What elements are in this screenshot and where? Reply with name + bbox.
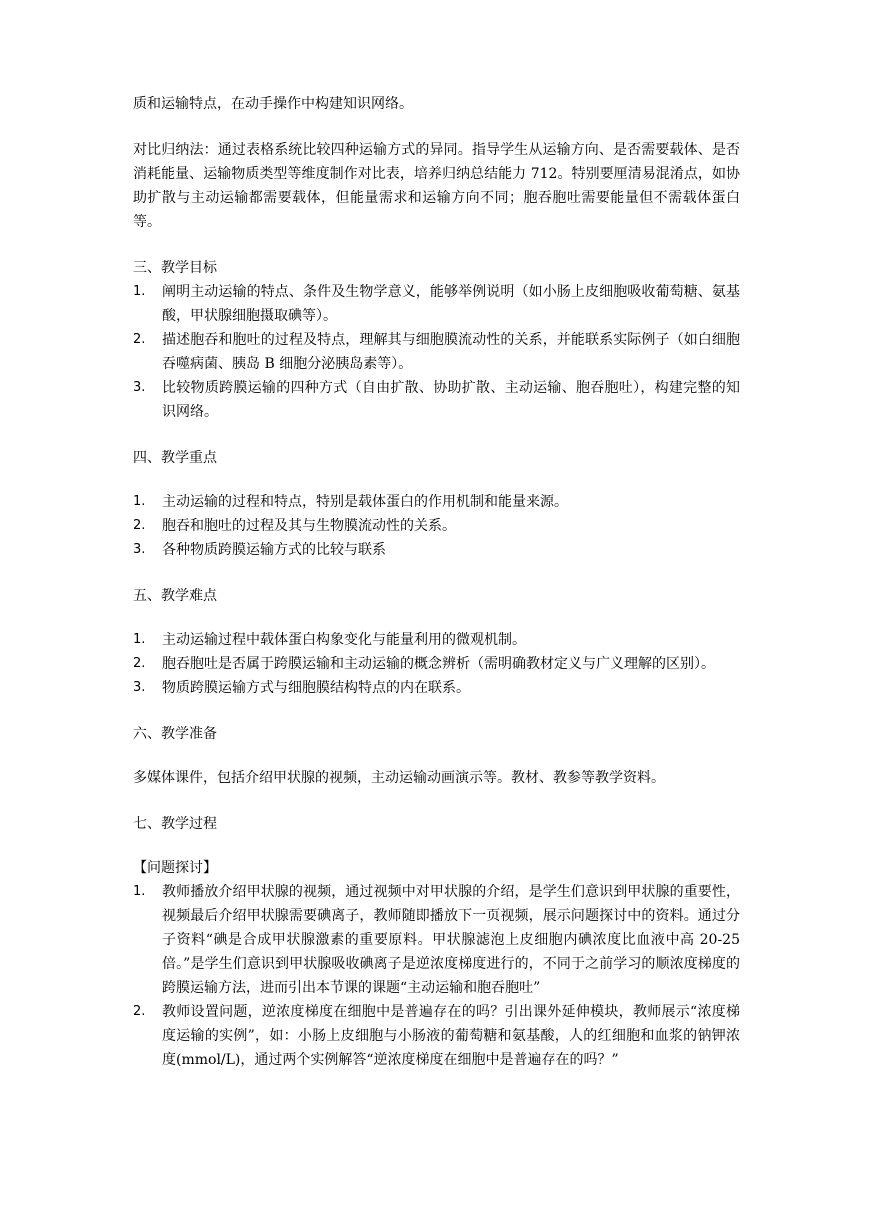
section-title-difficulties: 五、教学难点 <box>133 588 217 604</box>
list-item <box>133 1000 740 1072</box>
section-title-goals: 三、教学目标 <box>133 260 217 276</box>
list-item-text: 教师播放介绍甲状腺的视频，通过视频中对甲状腺的介绍，是学生们意识到甲状腺的重要性，视频最后介绍甲状腺需要碘离子，教师随即播放下一页视频，展示问题探讨中的资料。通过分子资料“碘是合成甲状腺激素的重要原料。甲状腺滤泡上皮细胞内碘浓度比血液中高 20-25 倍。”是学生们意识到甲状腺吸收碘离子是逆浓度梯度进行的，不同于之前学习的顺浓度梯度的跨膜运输方法，进而引出本节课的课题“主动运输和胞吞胞吐” <box>162 884 740 996</box>
list-number: 3. <box>133 680 146 695</box>
key-points-list <box>133 490 740 562</box>
list-item-text: 阐明主动运输的特点、条件及生物学意义，能够举例说明（如小肠上皮细胞吸收葡萄糖、氨基酸，甲状腺细胞摄取碘等）。 <box>162 284 740 324</box>
document-page <box>133 92 740 1072</box>
list-number: 1. <box>133 494 146 509</box>
list-item <box>133 328 740 376</box>
list-item <box>133 538 740 562</box>
list-item <box>133 490 740 514</box>
list-item <box>133 676 740 700</box>
difficulties-list <box>133 628 740 700</box>
list-number: 1. <box>133 284 146 299</box>
list-item-text: 胞吞和胞吐的过程及其与生物膜流动性的关系。 <box>162 518 456 534</box>
list-item-text: 描述胞吞和胞吐的过程及特点，理解其与细胞膜流动性的关系，并能联系实际例子（如白细胞吞噬病菌、胰岛 B 细胞分泌胰岛素等）。 <box>162 332 740 372</box>
list-number: 1. <box>133 884 146 899</box>
subsection-title-problem-discussion: 【问题探讨】 <box>133 860 217 876</box>
list-item <box>133 652 740 676</box>
section-title-preparation: 六、教学准备 <box>133 726 217 742</box>
section-title-key-points: 四、教学重点 <box>133 450 217 466</box>
list-item-text: 物质跨膜运输方式与细胞膜结构特点的内在联系。 <box>162 680 470 696</box>
list-item-text: 胞吞胞吐是否属于跨膜运输和主动运输的概念辨析（需明确教材定义与广义理解的区别）。 <box>162 656 715 672</box>
list-item-text: 教师设置问题，逆浓度梯度在细胞中是普遍存在的吗？引出课外延伸模块，教师展示“浓度梯度运输的实例”，如：小肠上皮细胞与小肠液的葡萄糖和氨基酸，人的红细胞和血浆的钠钾浓度(mmol/L)，通过两个实例解答“逆浓度梯度在细胞中是普遍存在的吗？” <box>162 1004 740 1068</box>
list-item <box>133 376 740 424</box>
list-item-text: 各种物质跨膜运输方式的比较与联系 <box>162 542 386 558</box>
list-number: 3. <box>133 542 146 557</box>
list-item <box>133 628 740 652</box>
goals-list <box>133 280 740 424</box>
list-item-text: 比较物质跨膜运输的四种方式（自由扩散、协助扩散、主动运输、胞吞胞吐），构建完整的知识网络。 <box>162 380 740 420</box>
list-number: 1. <box>133 632 146 647</box>
list-item-text: 主动运输的过程和特点，特别是载体蛋白的作用机制和能量来源。 <box>162 494 568 510</box>
list-number: 2. <box>133 332 146 347</box>
process-list <box>133 880 740 1072</box>
list-item <box>133 514 740 538</box>
comparison-method-paragraph: 对比归纳法：通过表格系统比较四种运输方式的异同。指导学生从运输方向、是否需要载体、是否消耗能量、运输物质类型等维度制作对比表，培养归纳总结能力 712。特别要厘清易混淆点，如协助扩散与主动运输都需要载体，但能量需求和运输方向不同；胞吞胞吐需要能量但不需载体蛋白等。 <box>133 142 740 230</box>
list-number: 3. <box>133 380 146 395</box>
list-item <box>133 880 740 1000</box>
list-number: 2. <box>133 656 146 671</box>
list-item-text: 主动运输过程中载体蛋白构象变化与能量利用的微观机制。 <box>162 632 526 648</box>
list-number: 2. <box>133 518 146 533</box>
preparation-paragraph: 多媒体课件，包括介绍甲状腺的视频，主动运输动画演示等。教材、教参等教学资料。 <box>133 770 665 786</box>
list-item <box>133 280 740 328</box>
intro-tail-paragraph: 质和运输特点，在动手操作中构建知识网络。 <box>133 96 413 112</box>
list-number: 2. <box>133 1004 146 1019</box>
section-title-process: 七、教学过程 <box>133 816 217 832</box>
